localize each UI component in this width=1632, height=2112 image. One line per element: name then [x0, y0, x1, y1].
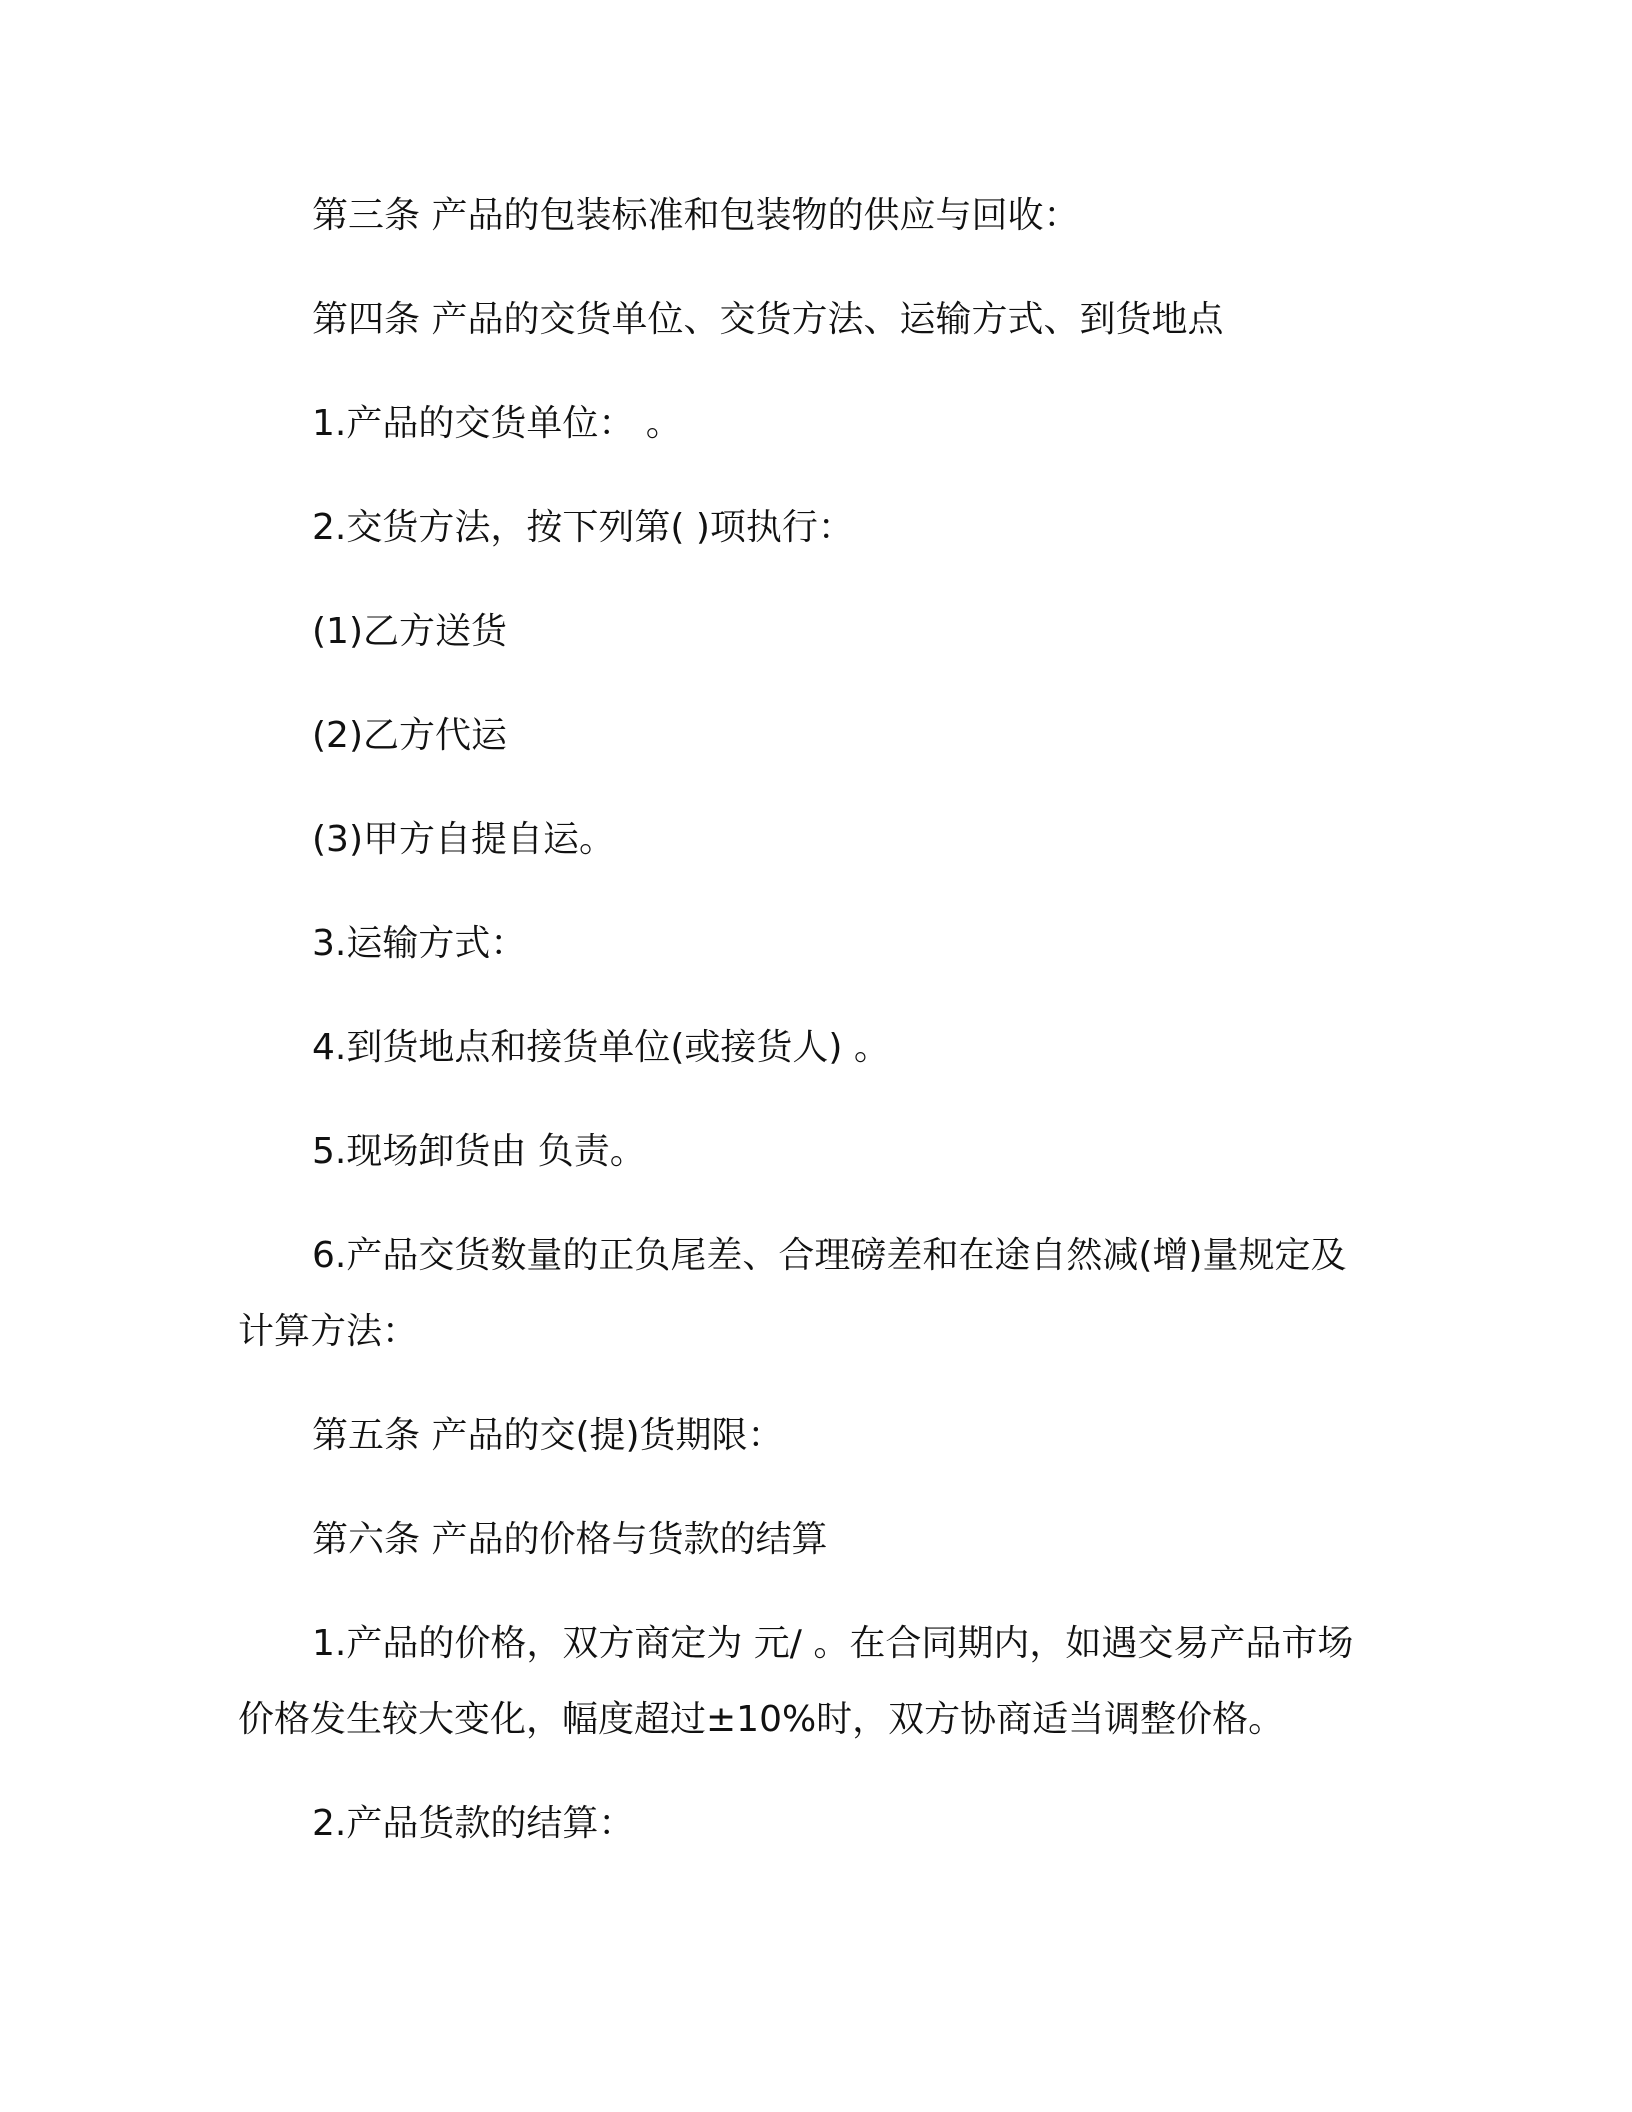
- option-buyer-pickup: (3)甲方自提自运。: [312, 819, 615, 860]
- quantity-tolerance-line-2: 计算方法：: [238, 1311, 419, 1352]
- delivery-unit-item: 1.产品的交货单位： 。: [312, 403, 682, 444]
- option-seller-shipping: (2)乙方代运: [312, 715, 507, 756]
- quantity-tolerance-line-1: 6.产品交货数量的正负尾差、合理磅差和在途自然减(增)量规定及: [312, 1235, 1347, 1276]
- price-line-1: 1.产品的价格，双方商定为 元/ 。在合同期内，如遇交易产品市场: [312, 1623, 1354, 1664]
- option-seller-delivery: (1)乙方送货: [312, 611, 507, 652]
- article-6-heading: 第六条 产品的价格与货款的结算: [312, 1519, 828, 1560]
- destination-item: 4.到货地点和接货单位(或接货人) 。: [312, 1027, 890, 1068]
- article-5-heading: 第五条 产品的交(提)货期限：: [312, 1415, 784, 1456]
- price-line-2: 价格发生较大变化，幅度超过±10%时，双方协商适当调整价格。: [238, 1699, 1285, 1740]
- article-3-heading: 第三条 产品的包装标准和包装物的供应与回收：: [312, 195, 1080, 236]
- unloading-item: 5.现场卸货由 负责。: [312, 1131, 646, 1172]
- delivery-method-item: 2.交货方法，按下列第( )项执行：: [312, 507, 854, 548]
- payment-settlement-item: 2.产品货款的结算：: [312, 1803, 635, 1844]
- article-4-heading: 第四条 产品的交货单位、交货方法、运输方式、到货地点: [312, 299, 1224, 340]
- transport-method-item: 3.运输方式：: [312, 923, 527, 964]
